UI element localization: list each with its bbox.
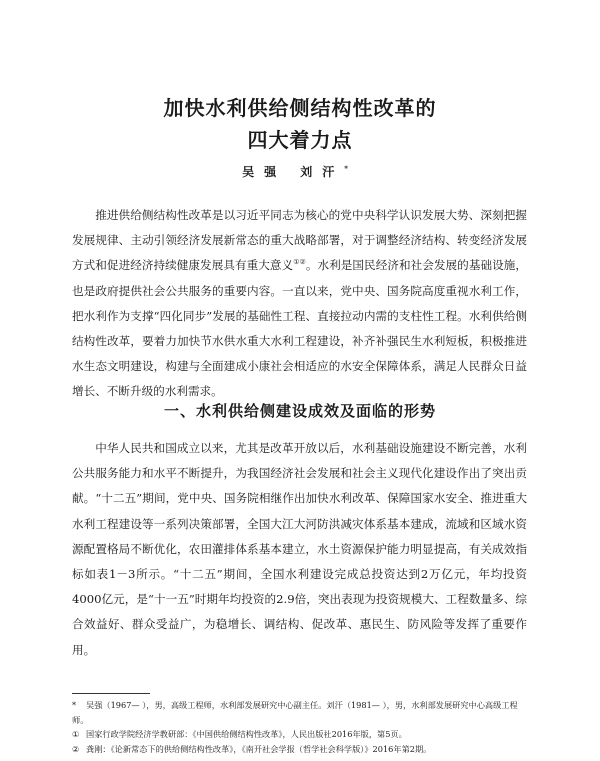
footnote-mark: * [72,700,77,710]
footnote-2 [72,742,532,757]
section-1-paragraph-block [72,436,527,663]
intro-paragraph-block [72,203,527,405]
footnote-mark: ① [72,729,80,739]
footnote-text: 国家行政学院经济学教研部：《中国供给侧结构性改革》，人民出版社2016年版，第5页。 [86,729,407,739]
footnotes [72,698,532,756]
intro-footnote-refs: ①② [293,258,306,267]
footnote-text: 吴强（1967— ），男，高级工程师，水利部发展研究中心副主任。刘汗（1981— ），男，水利部发展研究中心高级工程师。 [72,700,518,725]
intro-text: 推进供给侧结构性改革是以习近平同志为核心的党中央科学认识发展大势、深刻把握发展规律、主动引领经济发展新常态的重大战略部署，对于调整经济结构、转变经济发展方式和促进经济持续健康发展具有重大意义 [72,208,527,273]
section-1-paragraph: 中华人民共和国成立以来，尤其是改革开放以后，水利基础设施建设不断完善，水利公共服务能力和水平不断提升，为我国经济社会发展和社会主义现代化建设作出了突出贡献。“十二五”期间，党中央、国务院相继作出加快水利改革、保障国家水安全、推进重大水利工程建设等一系列决策部署，全国大江大河防洪减灾体系基本建成，流域和区域水资源配置格局不断优化，农田灌排体系基本建立，水土资源保护能力明显提高，有关成效指标如表1－3所示。“十二五”期间，全国水利建设完成总投资达到2万亿元，年均投资4000亿元，是“十一五”时期年均投资的2.9倍，突出表现为投资规模大、工程数量多、综合效益好、群众受益广，为稳增长、调结构、促改革、惠民生、防风险等发挥了重要作用。 [72,441,527,657]
intro-paragraph [72,203,527,405]
article-title-line-2: 四大着力点 [247,128,353,152]
footnote-divider [72,693,150,694]
intro-text-continued: 。水利是国民经济和社会发展的基础设施，也是政府提供社会公共服务的重要内容。一直以来，党中央、国务院高度重视水利工作，把水利作为支撑“四化同步”发展的基础性工程、直接拉动内需的支柱性工程。水利供给侧结构性改革，要着力加快节水供水重大水利工程建设，补齐补强民生水利短板，积极推进水生态文明建设，构建与全面建成小康社会相适应的水安全保障体系，满足人民群众日益增长、不断升级的水利需求。 [72,258,527,399]
article-title-line-1: 加快水利供给侧结构性改革的 [163,96,437,120]
footnote-mark: ② [72,743,80,754]
footnote-author [72,698,532,727]
author-footnote-mark: * [344,164,358,173]
footnote-1 [72,727,532,742]
section-1-heading: 一、水利供给侧建设成效及面临的形势 [163,402,436,420]
author-names: 吴强 刘汗 [242,165,345,179]
author-line [0,163,600,180]
footnote-text: 龚刚：《论新常态下的供给侧结构性改革》，《南开社会学报（哲学社会科学版）》2016年第2期。 [86,743,432,754]
